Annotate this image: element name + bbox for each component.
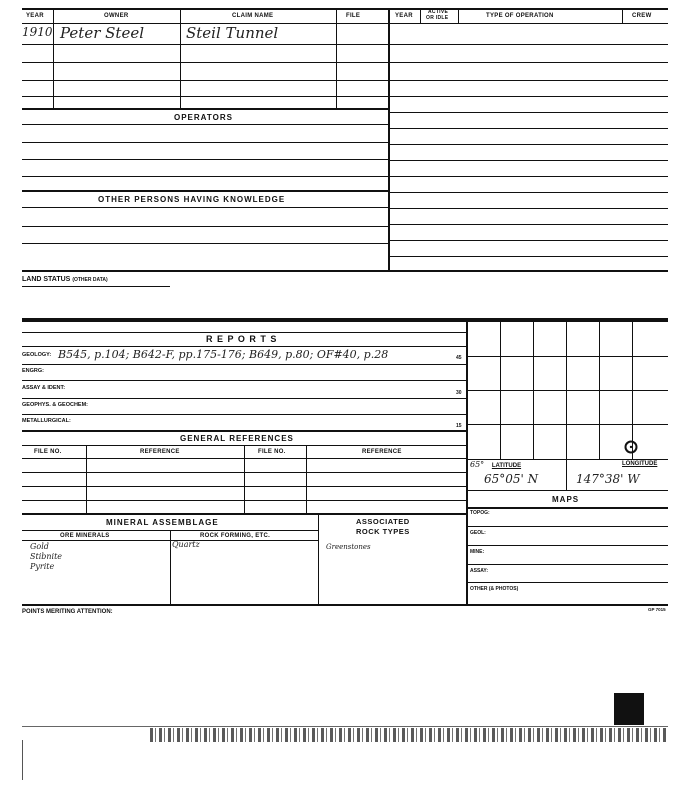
land-status-title: LAND STATUS (22, 276, 71, 283)
op-type-header: TYPE OF OPERATION (486, 13, 554, 19)
assay-ident-label: ASSAY & IDENT: (22, 385, 66, 391)
general-references-title: GENERAL REFERENCES (180, 434, 294, 443)
ore-mineral-1: Gold (30, 542, 49, 551)
ore-mineral-2: Stibnite (30, 552, 63, 561)
maps-topog-label: TOPOG: (470, 510, 490, 516)
geophys-geochem-label: GEOPHYS. & GEOCHEM: (22, 402, 89, 408)
gen-ref-file-no-2: FILE NO. (258, 449, 286, 455)
maps-other-label: OTHER (& PHOTOS) (470, 586, 519, 592)
metallurgical-label: METALLURGICAL: (22, 418, 71, 424)
longitude-value: 147°38' W (576, 472, 640, 486)
engrg-label: ENGRG: (22, 368, 44, 374)
longitude-label: LONGITUDE (622, 461, 658, 467)
reports-side-number-1: 45 (456, 355, 462, 361)
gen-ref-reference-2: REFERENCE (362, 449, 402, 455)
reports-top-rule (22, 318, 668, 322)
maps-title: MAPS (552, 495, 580, 504)
latitude-value: 65°05' N (484, 472, 539, 486)
rock-forming-header: ROCK FORMING, ETC. (200, 533, 271, 539)
scan-noise-band (150, 728, 668, 742)
land-status-sub: (OTHER DATA) (72, 277, 108, 283)
claim-owner-entry: Peter Steel (60, 24, 144, 42)
maps-geol-label: GEOL: (470, 530, 486, 536)
op-year-header: YEAR (395, 13, 413, 19)
claim-name-entry: Steil Tunnel (186, 24, 279, 42)
ore-minerals-header: ORE MINERALS (60, 533, 110, 539)
maps-mine-label: MINE: (470, 549, 485, 555)
geology-label: GEOLOGY: (22, 352, 52, 358)
reports-side-number-2: 30 (456, 390, 462, 396)
col-file-header: FILE (346, 13, 361, 19)
col-claim-name-header: CLAIM NAME (232, 13, 274, 19)
compass-circle-icon (624, 440, 638, 459)
latitude-row (470, 460, 521, 469)
land-status-label (22, 276, 108, 283)
op-active-header-2: OR IDLE (426, 15, 449, 21)
associated-rock-value: Greenstones (326, 543, 371, 551)
op-active-header-1: ACTIVE (428, 9, 449, 15)
mineral-assemblage-title: MINERAL ASSEMBLAGE (106, 518, 219, 527)
rock-forming-1: Quartz (172, 540, 200, 549)
reports-title: R E P O R T S (206, 334, 278, 344)
gen-ref-file-no-1: FILE NO. (34, 449, 62, 455)
op-crew-header: CREW (632, 13, 652, 19)
latitude-prefix: 65° (470, 460, 485, 469)
maps-assay-label: ASSAY: (470, 568, 489, 574)
associated-rock-types-title-1: ASSOCIATED (356, 517, 410, 526)
other-persons-title: OTHER PERSONS HAVING KNOWLEDGE (98, 195, 286, 204)
col-year-header: YEAR (26, 13, 44, 19)
gen-ref-reference-1: REFERENCE (140, 449, 180, 455)
reports-side-number-3: 15 (456, 423, 462, 429)
operators-title: OPERATORS (174, 113, 233, 122)
associated-rock-types-title-2: ROCK TYPES (356, 527, 410, 536)
points-meriting-attention-label: POINTS MERITING ATTENTION: (22, 609, 113, 615)
scan-dark-block (614, 693, 644, 725)
form-number: GP 7015 (648, 607, 666, 612)
geology-value: B545, p.104; B642-F, pp.175-176; B649, p.80; OF#40, p.28 (58, 348, 389, 361)
claim-year-entry: 1910 (22, 25, 53, 39)
ore-mineral-3: Pyrite (30, 562, 55, 571)
latitude-label: LATITUDE (491, 463, 522, 469)
col-owner-header: OWNER (104, 13, 129, 19)
